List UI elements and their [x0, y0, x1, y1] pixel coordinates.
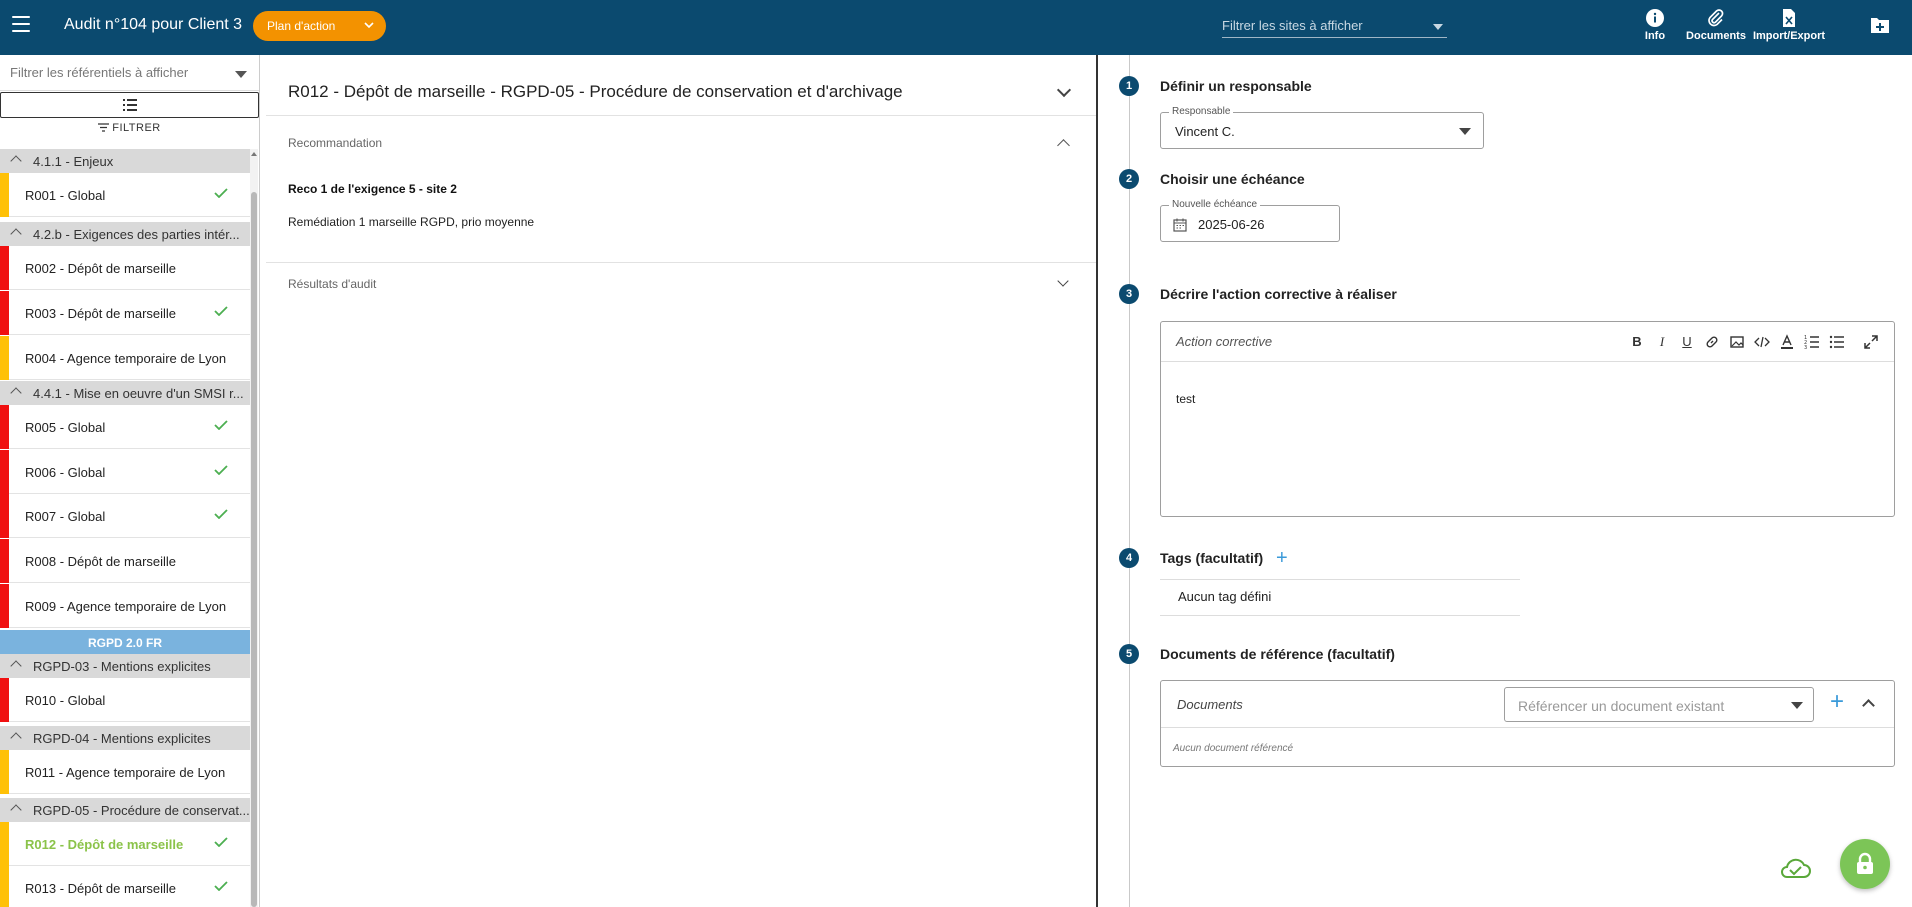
- step-number: 5: [1119, 644, 1139, 664]
- priority-bar: [0, 246, 9, 290]
- info-label: Info: [1644, 30, 1666, 42]
- svg-text:2: 2: [1804, 340, 1808, 346]
- list-item[interactable]: [0, 584, 250, 628]
- info-icon: [1645, 8, 1665, 28]
- priority-bar: [0, 678, 9, 722]
- step-number: 1: [1119, 76, 1139, 96]
- chevron-up-icon: [10, 387, 21, 398]
- chevron-up-icon[interactable]: [1057, 139, 1070, 152]
- chevron-up-icon[interactable]: [1862, 699, 1875, 712]
- chevron-up-icon: [10, 660, 21, 671]
- list-item[interactable]: [0, 291, 250, 335]
- check-icon: [214, 509, 228, 519]
- scroll-up-icon[interactable]: [251, 152, 257, 156]
- group-label: RGPD-04 - Mentions explicites: [33, 731, 211, 746]
- item-label: R006 - Global: [25, 465, 106, 480]
- action-corrective-placeholder: Action corrective: [1176, 334, 1273, 349]
- link-icon[interactable]: [1704, 334, 1720, 350]
- filter-label: FILTRER: [112, 122, 161, 134]
- responsable-value: Vincent C.: [1175, 124, 1235, 139]
- group-label: 4.1.1 - Enjeux: [33, 154, 114, 169]
- group-label: 4.4.1 - Mise en oeuvre d'un SMSI r...: [33, 386, 244, 401]
- item-label: R004 - Agence temporaire de Lyon: [25, 351, 227, 366]
- group-header[interactable]: [0, 381, 250, 405]
- responsable-select[interactable]: [1160, 106, 1484, 149]
- group-header[interactable]: [0, 149, 250, 173]
- item-label: R001 - Global: [25, 188, 106, 203]
- svg-text:1: 1: [1804, 335, 1808, 341]
- group-header[interactable]: [0, 798, 250, 822]
- divider: [266, 115, 1096, 116]
- plan-action-label: Plan d'action: [267, 19, 336, 33]
- item-label: R011 - Agence temporaire de Lyon: [25, 765, 226, 780]
- referential-filter-placeholder: Filtrer les référentiels à afficher: [10, 65, 189, 80]
- info-button[interactable]: [1637, 8, 1673, 48]
- list-item[interactable]: [0, 246, 250, 290]
- priority-bar: [0, 539, 9, 583]
- document-select-placeholder: Référencer un document existant: [1518, 698, 1725, 714]
- priority-bar: [0, 336, 9, 380]
- echeance-date-field[interactable]: [1160, 199, 1340, 242]
- priority-bar: [0, 173, 9, 217]
- group-header[interactable]: [0, 654, 250, 678]
- chevron-down-icon[interactable]: [1057, 275, 1068, 286]
- expand-icon[interactable]: [1863, 334, 1879, 350]
- filter-icon: [98, 123, 109, 132]
- chevron-up-icon: [10, 155, 21, 166]
- responsable-label: Responsable: [1169, 106, 1233, 117]
- echeance-label: Nouvelle échéance: [1169, 199, 1260, 210]
- svg-text:3: 3: [1804, 345, 1808, 350]
- item-label: R007 - Global: [25, 509, 106, 524]
- divider: [1160, 579, 1520, 580]
- requirements-sidebar: [0, 55, 260, 907]
- step-number: 2: [1119, 169, 1139, 189]
- code-icon[interactable]: [1754, 334, 1770, 350]
- documents-empty-message: Aucun document référencé: [1173, 743, 1294, 754]
- check-icon: [214, 306, 228, 316]
- action-corrective-editor[interactable]: [1160, 321, 1895, 517]
- filter-button[interactable]: [0, 122, 259, 144]
- add-file-icon[interactable]: [1869, 14, 1891, 36]
- text-color-icon[interactable]: [1779, 334, 1795, 350]
- step-number: 4: [1119, 548, 1139, 568]
- check-icon: [214, 837, 228, 847]
- cloud-saved-icon: [1778, 855, 1812, 881]
- step-number: 3: [1119, 284, 1139, 304]
- paperclip-icon: [1706, 8, 1726, 28]
- audit-results-header[interactable]: Résultats d'audit: [288, 277, 377, 291]
- priority-bar: [0, 750, 9, 794]
- caret-down-icon: [235, 71, 247, 78]
- recommendation-title: Reco 1 de l'exigence 5 - site 2: [288, 182, 457, 196]
- group-header[interactable]: [0, 222, 250, 246]
- caret-down-icon: [1459, 128, 1471, 135]
- step-title: Choisir une échéance: [1160, 171, 1305, 187]
- chevron-down-icon[interactable]: [1057, 83, 1071, 97]
- item-label: R010 - Global: [25, 693, 106, 708]
- bold-icon[interactable]: B: [1632, 334, 1642, 349]
- check-icon: [214, 881, 228, 891]
- step-title: Définir un responsable: [1160, 78, 1312, 94]
- documents-button[interactable]: [1683, 8, 1749, 48]
- lock-button[interactable]: [1840, 839, 1890, 889]
- item-label: R008 - Dépôt de marseille: [25, 554, 177, 569]
- priority-bar: [0, 450, 9, 494]
- item-label: R012 - Dépôt de marseille: [25, 837, 184, 852]
- top-bar: [0, 0, 1912, 55]
- check-icon: [214, 465, 228, 475]
- priority-bar: [0, 494, 9, 538]
- documents-label: Documents: [1177, 697, 1243, 712]
- priority-bar: [0, 291, 9, 335]
- chevron-up-icon: [10, 228, 21, 239]
- step-title: Décrire l'action corrective à réaliser: [1160, 286, 1397, 302]
- chevron-up-icon: [10, 732, 21, 743]
- step-title: Documents de référence (facultatif): [1160, 646, 1395, 662]
- item-label: R003 - Dépôt de marseille: [25, 306, 177, 321]
- group-label: 4.2.b - Exigences des parties intér...: [33, 227, 240, 242]
- add-document-icon[interactable]: +: [1830, 688, 1845, 715]
- group-header[interactable]: [0, 726, 250, 750]
- chevron-down-icon: [364, 20, 374, 30]
- divider: [1160, 615, 1520, 616]
- item-label: R013 - Dépôt de marseille: [25, 881, 177, 896]
- caret-down-icon: [1791, 702, 1803, 709]
- list-item[interactable]: [0, 866, 250, 907]
- recommendation-text: Remédiation 1 marseille RGPD, prio moyenne: [288, 215, 535, 229]
- check-icon: [214, 420, 228, 430]
- documents-label: Documents: [1686, 30, 1746, 42]
- group-label: RGPD-03 - Mentions explicites: [33, 659, 211, 674]
- requirement-detail: [262, 55, 1097, 907]
- list-item-selected[interactable]: [0, 822, 250, 866]
- group-label: RGPD-05 - Procédure de conservat...: [33, 803, 250, 818]
- caret-down-icon: [1433, 24, 1443, 30]
- excel-file-icon: [1779, 8, 1799, 28]
- action-plan-form: [1098, 55, 1912, 907]
- list-item[interactable]: [0, 336, 250, 380]
- list-item[interactable]: [0, 539, 250, 583]
- recommandation-header[interactable]: Recommandation: [288, 136, 383, 150]
- image-icon[interactable]: [1729, 334, 1745, 350]
- plan-action-dropdown[interactable]: [253, 11, 386, 41]
- list-item[interactable]: [0, 494, 250, 538]
- list-item[interactable]: [0, 450, 250, 494]
- ordered-list-icon[interactable]: [1804, 334, 1820, 350]
- step-title: Tags (facultatif): [1160, 550, 1264, 566]
- site-filter-select[interactable]: [1222, 18, 1447, 38]
- priority-bar: [0, 405, 9, 449]
- list-item[interactable]: [0, 678, 250, 722]
- document-reference-select[interactable]: [1504, 687, 1814, 722]
- editor-toolbar: [1161, 322, 1894, 362]
- add-tag-icon[interactable]: +: [1276, 547, 1288, 569]
- referential-band: RGPD 2.0 FR: [0, 630, 250, 654]
- action-corrective-text: test: [1176, 392, 1196, 406]
- referential-filter-select[interactable]: [0, 55, 259, 91]
- requirement-title: R012 - Dépôt de marseille - RGPD-05 - Procédure de conservation et d'archivage: [288, 82, 903, 101]
- priority-bar: [0, 866, 9, 907]
- italic-icon[interactable]: I: [1659, 334, 1665, 349]
- priority-bar: [0, 584, 9, 628]
- list-view-toggle[interactable]: [0, 92, 259, 118]
- scrollbar-thumb[interactable]: [251, 192, 257, 907]
- tags-empty-message: Aucun tag défini: [1178, 589, 1272, 604]
- page-title: Audit n°104 pour Client 3: [64, 16, 243, 33]
- import-export-label: Import/Export: [1752, 30, 1826, 42]
- divider: [266, 262, 1096, 263]
- priority-bar: [0, 822, 9, 866]
- echeance-value: 2025-06-26: [1198, 217, 1265, 232]
- item-label: R005 - Global: [25, 420, 106, 435]
- list-icon: [123, 98, 137, 112]
- underline-icon[interactable]: U: [1682, 334, 1692, 349]
- item-label: R009 - Agence temporaire de Lyon: [25, 599, 227, 614]
- site-filter-placeholder: Filtrer les sites à afficher: [1222, 18, 1363, 33]
- lock-icon: [1855, 852, 1875, 876]
- menu-icon[interactable]: [12, 16, 30, 32]
- list-item[interactable]: [0, 405, 250, 449]
- documents-panel: [1160, 680, 1895, 767]
- item-label: R002 - Dépôt de marseille: [25, 261, 177, 276]
- documents-header: [1161, 681, 1894, 728]
- import-export-button[interactable]: [1752, 8, 1826, 48]
- calendar-icon[interactable]: [1173, 218, 1187, 232]
- list-item[interactable]: [0, 173, 250, 217]
- check-icon: [214, 188, 228, 198]
- chevron-up-icon: [10, 804, 21, 815]
- bullet-list-icon[interactable]: [1829, 334, 1845, 350]
- list-item[interactable]: [0, 750, 250, 794]
